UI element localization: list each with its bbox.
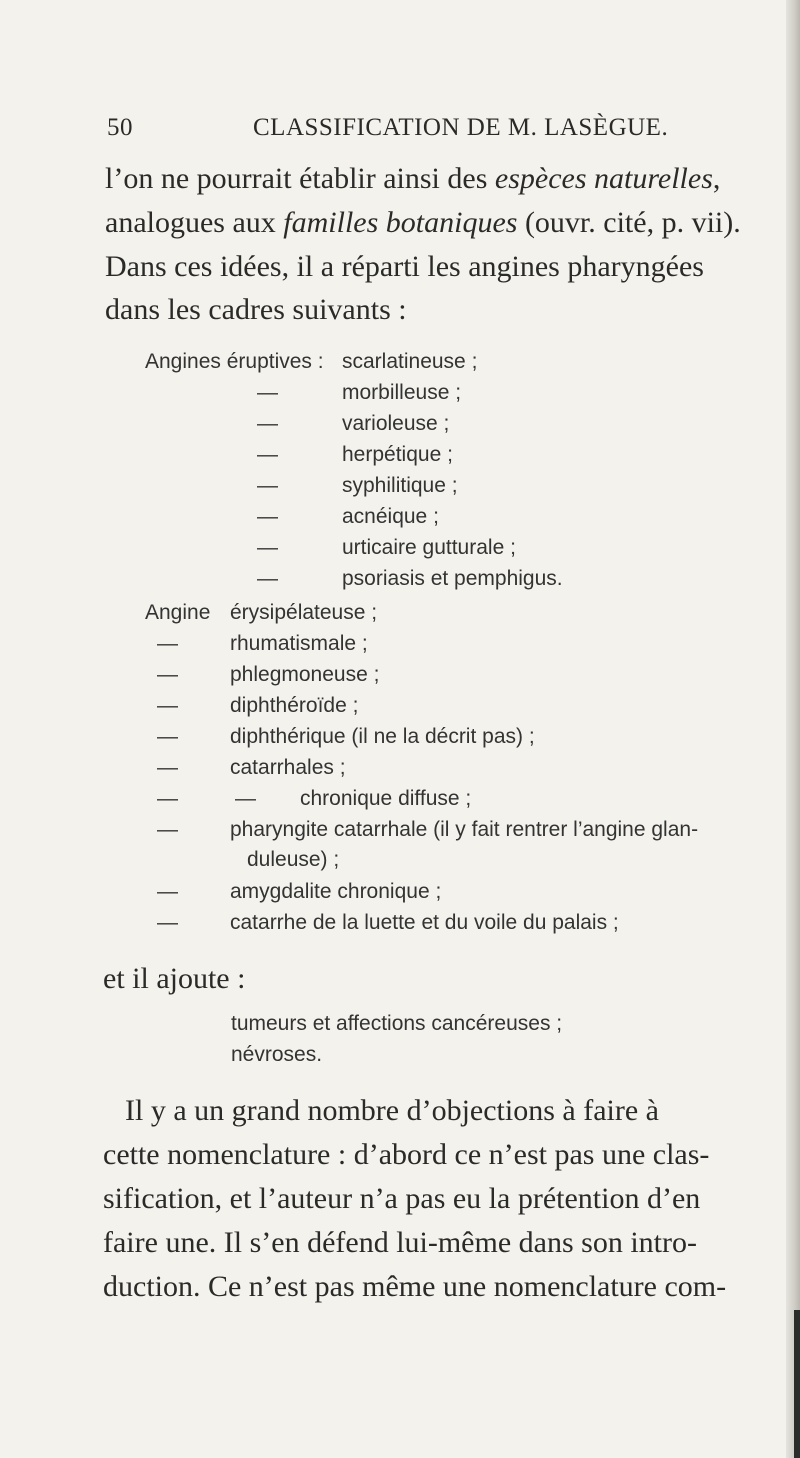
angine-item: amygdalite chronique ; bbox=[230, 880, 442, 903]
dash: — bbox=[257, 443, 278, 466]
dash: — bbox=[257, 412, 278, 435]
dash: — bbox=[157, 818, 178, 841]
intro-line-1: l’on ne pourrait établir ainsi des espèces naturelles, bbox=[105, 162, 721, 195]
angine-item: diphthéroïde ; bbox=[230, 694, 359, 717]
closing-line: cette nomenclature : d’abord ce n’est pas une clas- bbox=[103, 1138, 710, 1171]
running-title: CLASSIFICATION DE M. LASÈGUE. bbox=[253, 114, 669, 141]
dash: — bbox=[157, 725, 178, 748]
closing-line: faire une. Il s’en défend lui-même dans son intro- bbox=[103, 1226, 697, 1259]
eruptive-item: psoriasis et pemphigus. bbox=[342, 567, 563, 590]
angine-item: catarrhales ; bbox=[230, 756, 346, 779]
intro-line-3: Dans ces idées, il a réparti les angines pharyngées bbox=[105, 250, 704, 283]
ajoute-item: névroses. bbox=[231, 1043, 323, 1066]
angine-sub-item: chronique diffuse ; bbox=[300, 787, 472, 810]
intro-line-2: analogues aux familles botaniques (ouvr. cité, p. vii). bbox=[105, 206, 741, 239]
page-edge-shadow bbox=[786, 0, 800, 1458]
dash: — bbox=[257, 536, 278, 559]
dash: — bbox=[257, 505, 278, 528]
dash: — bbox=[257, 474, 278, 497]
eruptive-item: syphilitique ; bbox=[342, 474, 458, 497]
dash: — bbox=[157, 787, 178, 810]
eruptive-item: varioleuse ; bbox=[342, 412, 450, 435]
ajoute-label: et il ajoute : bbox=[103, 962, 246, 995]
ajoute-item: tumeurs et affections cancéreuses ; bbox=[231, 1012, 563, 1035]
eruptive-item: scarlatineuse ; bbox=[342, 350, 478, 373]
dash: — bbox=[157, 756, 178, 779]
dash: — bbox=[157, 880, 178, 903]
page-number: 50 bbox=[107, 114, 133, 141]
angine-item: érysipélateuse ; bbox=[230, 601, 378, 624]
angine-item-continuation: duleuse) ; bbox=[247, 848, 340, 871]
eruptive-item: herpétique ; bbox=[342, 443, 453, 466]
dash: — bbox=[257, 381, 278, 404]
dash: — bbox=[157, 694, 178, 717]
angine-item: rhumatismale ; bbox=[230, 632, 368, 655]
closing-line: sification, et l’auteur n’a pas eu la prétention d’en bbox=[103, 1182, 701, 1215]
eruptive-heading: Angines éruptives : bbox=[145, 350, 324, 373]
eruptive-item: urticaire gutturale ; bbox=[342, 536, 516, 559]
angine-item: catarrhe de la luette et du voile du palais ; bbox=[230, 911, 619, 934]
angine-heading: Angine bbox=[145, 601, 211, 624]
eruptive-item: acnéique ; bbox=[342, 505, 439, 528]
dash: — bbox=[157, 911, 178, 934]
angine-item: diphthérique (il ne la décrit pas) ; bbox=[230, 725, 535, 748]
closing-line: duction. Ce n’est pas même une nomenclature com- bbox=[103, 1270, 727, 1303]
dash: — bbox=[257, 567, 278, 590]
dash: — bbox=[235, 787, 256, 810]
intro-line-4: dans les cadres suivants : bbox=[105, 293, 407, 326]
angine-item: pharyngite catarrhale (il y fait rentrer l’angine glan- bbox=[230, 818, 699, 841]
angine-item: phlegmoneuse ; bbox=[230, 663, 380, 686]
eruptive-item: morbilleuse ; bbox=[342, 381, 462, 404]
dash: — bbox=[157, 632, 178, 655]
dash: — bbox=[157, 663, 178, 686]
page-edge-dark bbox=[794, 1310, 800, 1458]
closing-line: Il y a un grand nombre d’objections à faire à bbox=[125, 1094, 659, 1127]
